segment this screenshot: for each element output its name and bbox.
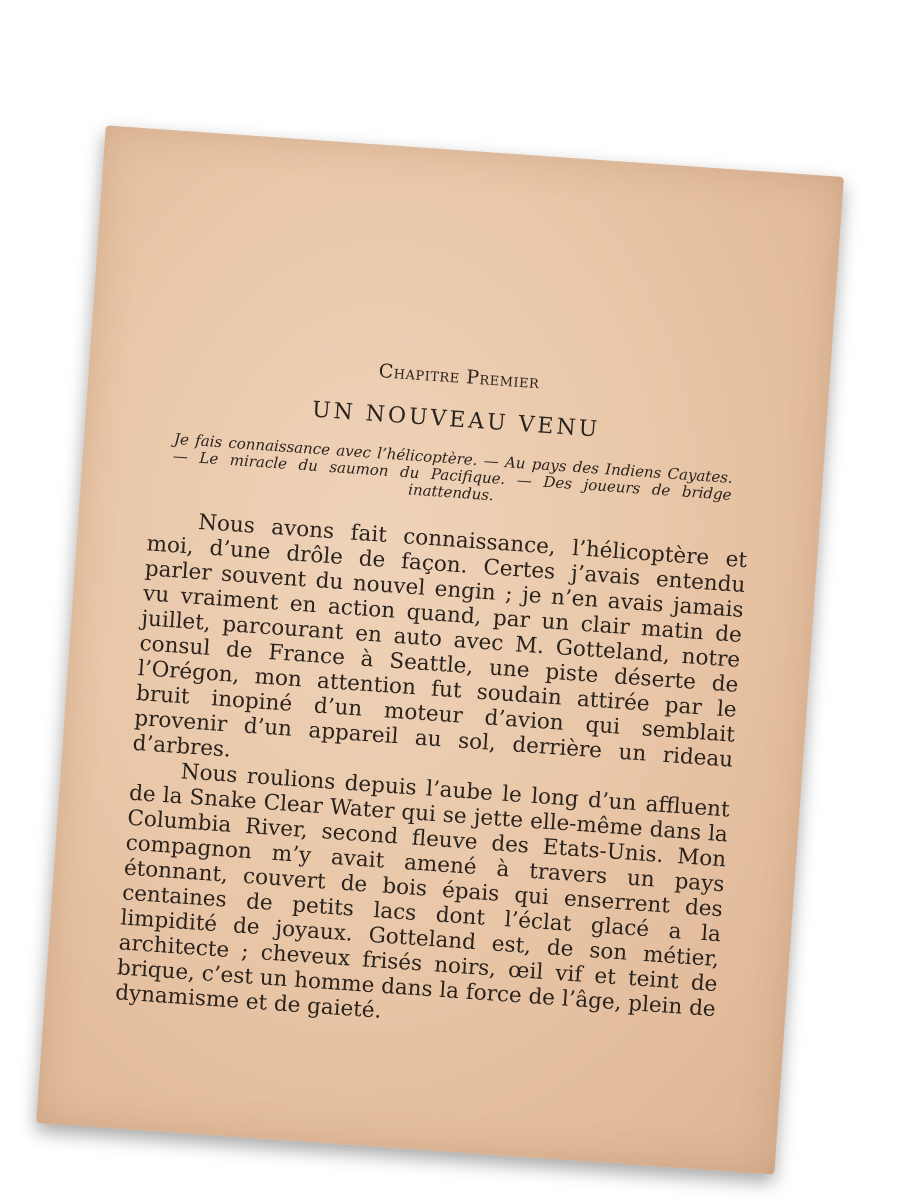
paragraph-1: Nous avons fait connaissance, l’hélicoptère et moi, d’une drôle de façon. Certes j’avais entendu parler souvent du nouvel engin ; je n’en avais jamais vu vraiment en action quand, par un clair matin de juillet, parcourant en auto avec M. Gotteland, notre consul de France à Seattle, une piste déserte de l’Orégon, mon attention fut soudain attirée par le bruit inopiné d’un moteur d’avion qui semblait provenir d’un appareil au sol, derrière un rideau d’arbres. bbox=[131, 509, 748, 773]
page-content bbox=[114, 345, 759, 1047]
paragraph-2: Nous roulions depuis l’aube le long d’un affluent de la Snake Clear Water qui se jette elle-même dans la Columbia River, second fleuve des Etats-Unis. Mon compagnon m’y avait amené à travers un pays étonnant, couvert de bois épais qui enserrent des centaines de petits lacs dont l’éclat glacé a la limpidité de joyaux. Gotteland est, de son métier, architecte ; cheveux frisés noirs, œil vif et teint de brique, c’est un homme dans la force de l’âge, plein de dynamisme et de gaieté. bbox=[114, 759, 731, 1024]
chapter-label: Chapitre Premier bbox=[378, 360, 541, 394]
chapter-summary: Je fais connaissance avec l’hélicoptère. — Au pays des Indiens Cayates. — Le miracle du saumon du Pacifique. — Des joueurs de bridge inattendus. bbox=[172, 429, 734, 505]
book-page bbox=[36, 125, 844, 1174]
chapter-title: UN NOUVEAU VENU bbox=[311, 397, 601, 443]
